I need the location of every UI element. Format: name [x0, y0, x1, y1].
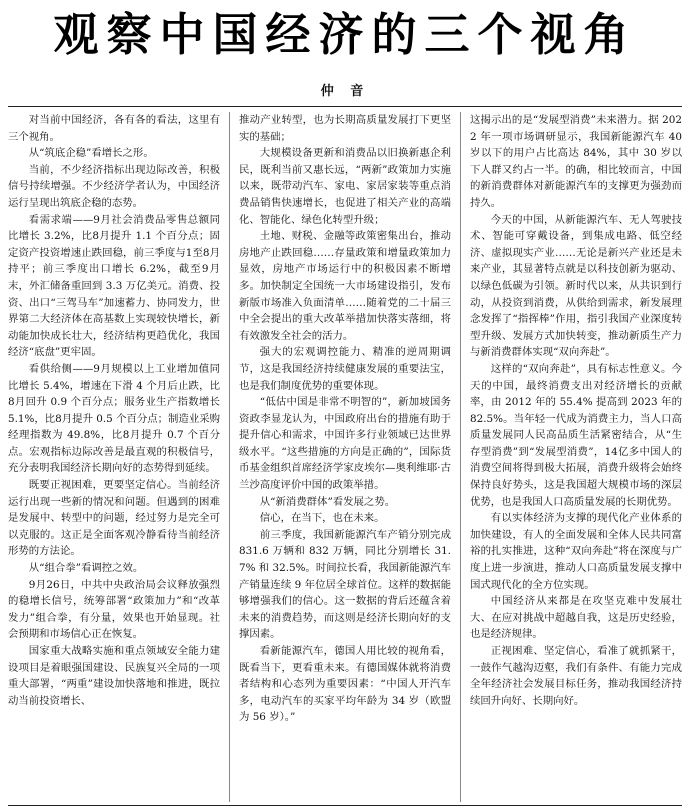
paragraph: 当前，不少经济指标出现边际改善，积极信号持续增强。不少经济学者认为，中国经济运行呈现出筑底企稳的态势。: [8, 163, 220, 209]
paragraph: 今天的中国，从新能源汽车、无人驾驶技术、智能可穿戴设备，到集成电路、低空经济、虚拟现实产业……无论是新兴产业还是未来产业，其显著特点就是以科技创新为驱动、以绿色低碳为引领。新时代以来，从共识到行动，从投资到消费，从供给到需求，新发展理念发挥了“指挥棒”作用，指引我国产业深度转型升级、发展方式加快转变，推动新质生产力与新消费群体实现“双向奔赴”。: [470, 213, 682, 359]
article-column-3: [470, 112, 682, 804]
paragraph: 这样的“双向奔赴”，具有标志性意义。今天的中国，最终消费支出对经济增长的贡献率，由 2012 年的 55.4% 提高到 2023 年的 82.5%。当年轻一代成为消费主力，当人口高质量发展同人民高品质生活紧密结合，从“生存型消费”到“发展型消费”，14亿多中国人的消费空间将得到极大拓展，消费升级将会始终保持良好势头，这是我国超大规模市场的深层优势，也是我国人口高质量发展的长期优势。: [470, 362, 682, 508]
paragraph: 9月26日，中共中央政治局会议释放强烈的稳增长信号，统筹部署“政策加力”和“改革发力”组合拳，有分量，效果也开始显现。社会预期和市场信心正在恢复。: [8, 578, 220, 641]
paragraph: 正视困难、坚定信心，看准了就抓紧干，一鼓作气越沟迈壑，我们有条件、有能力完成全年经济社会发展目标任务，推动我国经济持续回升向好、长期向好。: [470, 645, 682, 707]
section-heading: 从“新消费群体”看发展之势。: [259, 495, 396, 508]
top-divider: [8, 106, 682, 107]
bottom-divider: [8, 805, 682, 806]
paragraph: 这揭示出的是“发展型消费”未来潜力。据 2022 年一项市场调研显示，我国新能源汽车 40 岁以下的用户占比高达 84%，其中 30 岁以下人群又约占一半。的确，相比较而言，中国的新消费群体对新能源汽车的支撑更为强劲而持久。: [470, 114, 682, 209]
paragraph: 既要正视困难，更要坚定信心。当前经济运行出现一些新的情况和问题。但遇到的困难是发展中、转型中的问题，经过努力是完全可以克服的。这正是全面客观冷静看待当前经济形势的方法论。: [8, 479, 220, 558]
paragraph: 大规模设备更新和消费品以旧换新惠企利民，既利当前又惠长远，“两新”政策加力实施以来，既带动汽车、家电、家居家装等重点消费品销售快速增长，也促进了相关产业的高端化、智能化、绿色化转型升级；: [239, 147, 451, 226]
article-column-1: [8, 112, 220, 804]
column-divider: [229, 112, 230, 802]
paragraph: 国家重大战略实施和重点领域安全能力建设项目是着眼强国建设、民族复兴全局的一项重大部署，“两重”建设加快落地和推进，既拉动当前投资增长、: [8, 645, 220, 707]
section-heading: 从“组合拳”看调控之效。: [28, 562, 144, 575]
paragraph: 中国经济从来都是在攻坚克难中发展壮大、在应对挑战中超越自我，这是历史经验，也是经济规律。: [470, 595, 682, 641]
article-title: 观察中国经济的三个视角: [53, 8, 637, 61]
article-column-2: [239, 112, 451, 804]
paragraph: 看需求端——9月社会消费品零售总额同比增长 3.2%，比8月提升 1.1 个百分点；固定资产投资增速止跌回稳，前三季度与1至8月持平；前三季度出口增长 6.2%，截至9月末，外汇储备重回到 3.3 万亿美元。消费、投资、出口“三驾马车”加速蓄力、协同发力，世界第二大经济体在高基数上实现较快增长，新动能加快成长壮大，经济结构更趋优化，我国经济“底盘”更牢固。: [8, 213, 220, 359]
paragraph: 对当前中国经济，各有各的看法，这里有三个视角。: [8, 114, 220, 143]
author-byline: 仲 音: [320, 84, 370, 99]
section-heading: 从“筑底企稳”看增长之形。: [28, 147, 154, 160]
paragraph: 强大的宏观调控能力、精准的逆周期调节，这是我国经济持续健康发展的重要法宝，也是我们制度优势的重要体现。: [239, 346, 451, 392]
paragraph: 信心，在当下，也在未来。: [259, 512, 385, 525]
paragraph: 有以实体经济为支撑的现代化产业体系的加快建设，有人的全面发展和全体人民共同富裕的扎实推进，这种“双向奔赴”将在深度与广度上进一步演进，推动人口高质量发展支撑中国式现代化的全方位实现。: [470, 512, 682, 591]
paragraph: 推动产业转型，也为长期高质量发展打下更坚实的基础；: [239, 114, 451, 143]
paragraph: 前三季度，我国新能源汽车产销分别完成 831.6 万辆和 832 万辆，同比分别增长 31.7% 和 32.5%。时间拉长看，我国新能源汽车产销量连续 9 年位居全球首位。这样的数据能够增强我们的信心。这一数据的背后还蕴含着未来的消费趋势，而这则是经济长期向好的支撑因素。: [239, 528, 451, 641]
paragraph: “低估中国是非常不明智的”，新加坡国务资政李显龙认为，中国政府出台的措施有助于提升信心和需求，中国许多行业领域已达世界级水平。“这些措施的方向是正确的”，国际货币基金组织首席经济学家皮埃尔—奥利维耶·古兰沙高度评价中国的政策举措。: [239, 396, 451, 492]
paragraph: 土地、财税、金融等政策密集出台，推动房地产止跌回稳……存量政策和增量政策加力显效，房地产市场运行中的积极因素不断增多。加快制定全国统一大市场建设指引，发布新版市场准入负面清单……随着党的二十届三中全会提出的重大改革举措加快落实落细，将有效激发全社会的活力。: [239, 230, 451, 342]
paragraph: 看供给侧——9月规模以上工业增加值同比增长 5.4%，增速在下滑 4 个月后止跌，比8月回升 0.9 个百分点；服务业生产指数增长 5.1%，比8月提升 0.5 个百分点；制造业采购经理指数为 49.8%，比8月提升 0.7 个百分点。宏观指标边际改善是最直观的积极信号，充分表明我国经济长期向好的态势得到延续。: [8, 362, 220, 475]
column-divider: [460, 112, 461, 802]
paragraph: 看新能源汽车，德国人用比较的视角看，既看当下，更看重未来。有德国媒体就将消费者结构和心态列为重要因素：“中国人开汽车多，电动汽车的买家平均年龄为 34 岁（欧盟为 56 岁）。”: [239, 645, 451, 724]
